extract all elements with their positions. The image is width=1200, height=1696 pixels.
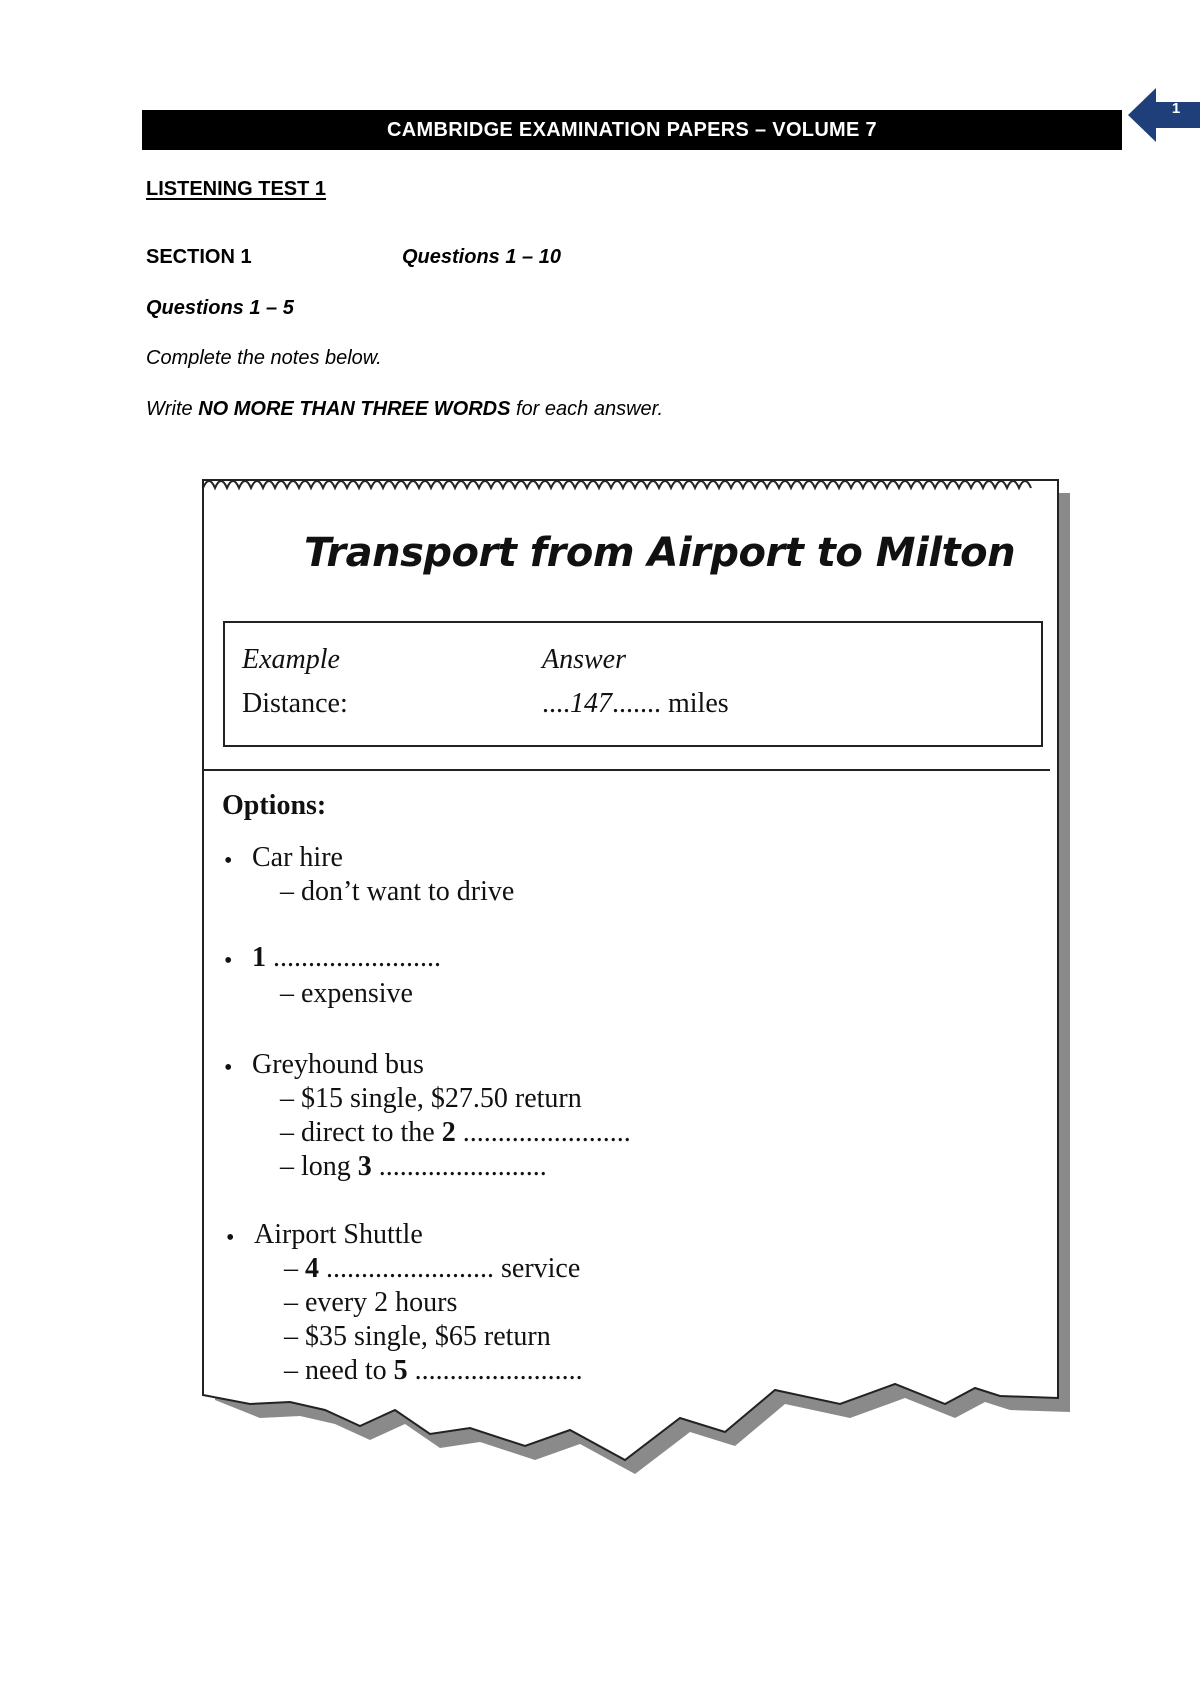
question-number: 1 [252, 942, 266, 973]
answer-blank: ........................ service [319, 1253, 581, 1284]
question-number: 4 [305, 1253, 319, 1284]
answer-blank: ........................ [371, 1151, 547, 1182]
option-detail: – don’t want to drive [280, 876, 515, 907]
question-2-blank [280, 1117, 631, 1149]
detail-text: – long [280, 1151, 358, 1182]
option-title: Greyhound bus [252, 1049, 424, 1080]
question-1-blank [252, 942, 441, 974]
question-3-blank [280, 1151, 547, 1183]
example-answer-dots-before: .... [542, 688, 570, 719]
example-answer-value: 147 [570, 688, 612, 719]
bullet-icon: • [226, 1225, 235, 1251]
instruction-line-1: Complete the notes below. [146, 347, 382, 369]
question-number: 5 [393, 1355, 408, 1386]
instruction-word-limit: NO MORE THAN THREE WORDS [198, 398, 511, 420]
document-header-title: CAMBRIDGE EXAMINATION PAPERS – VOLUME 7 [387, 118, 877, 141]
question-4-blank [284, 1253, 580, 1285]
detail-text: – direct to the [280, 1117, 442, 1148]
section-questions-range: Questions 1 – 10 [402, 246, 561, 268]
question-number: 3 [357, 1151, 372, 1182]
example-label: Example [242, 644, 340, 675]
option-title: Car hire [252, 842, 343, 873]
option-detail: – $15 single, $27.50 return [280, 1083, 582, 1114]
question-number: 2 [441, 1117, 456, 1148]
test-title: LISTENING TEST 1 [146, 178, 327, 200]
options-heading: Options: [222, 790, 327, 821]
section-label: SECTION 1 [146, 246, 252, 268]
answer-blank: ........................ [455, 1117, 631, 1148]
option-detail: – expensive [280, 978, 413, 1009]
example-answer [542, 688, 729, 720]
note-title: Transport from Airport to Milton [304, 530, 1016, 576]
instruction-line-2-post: for each answer. [510, 398, 664, 420]
page-number: 1 [1171, 100, 1181, 117]
question-5-blank [284, 1355, 583, 1387]
bullet-icon: • [224, 948, 233, 974]
instruction-line-2-pre: Write [146, 398, 199, 420]
detail-text: – need to [284, 1355, 394, 1386]
bullet-icon: • [224, 848, 233, 874]
answer-blank: ........................ [266, 942, 441, 973]
answer-blank: ........................ [407, 1355, 583, 1386]
option-detail: – every 2 hours [284, 1287, 458, 1318]
answer-label: Answer [542, 644, 626, 675]
bullet-icon: • [224, 1055, 233, 1081]
example-answer-dots-after: ....... miles [612, 688, 729, 719]
questions-subheading: Questions 1 – 5 [146, 297, 294, 319]
example-field-label: Distance: [242, 688, 348, 719]
detail-text: – [284, 1253, 305, 1284]
option-detail: – $35 single, $65 return [284, 1321, 551, 1352]
option-title: Airport Shuttle [254, 1219, 423, 1250]
